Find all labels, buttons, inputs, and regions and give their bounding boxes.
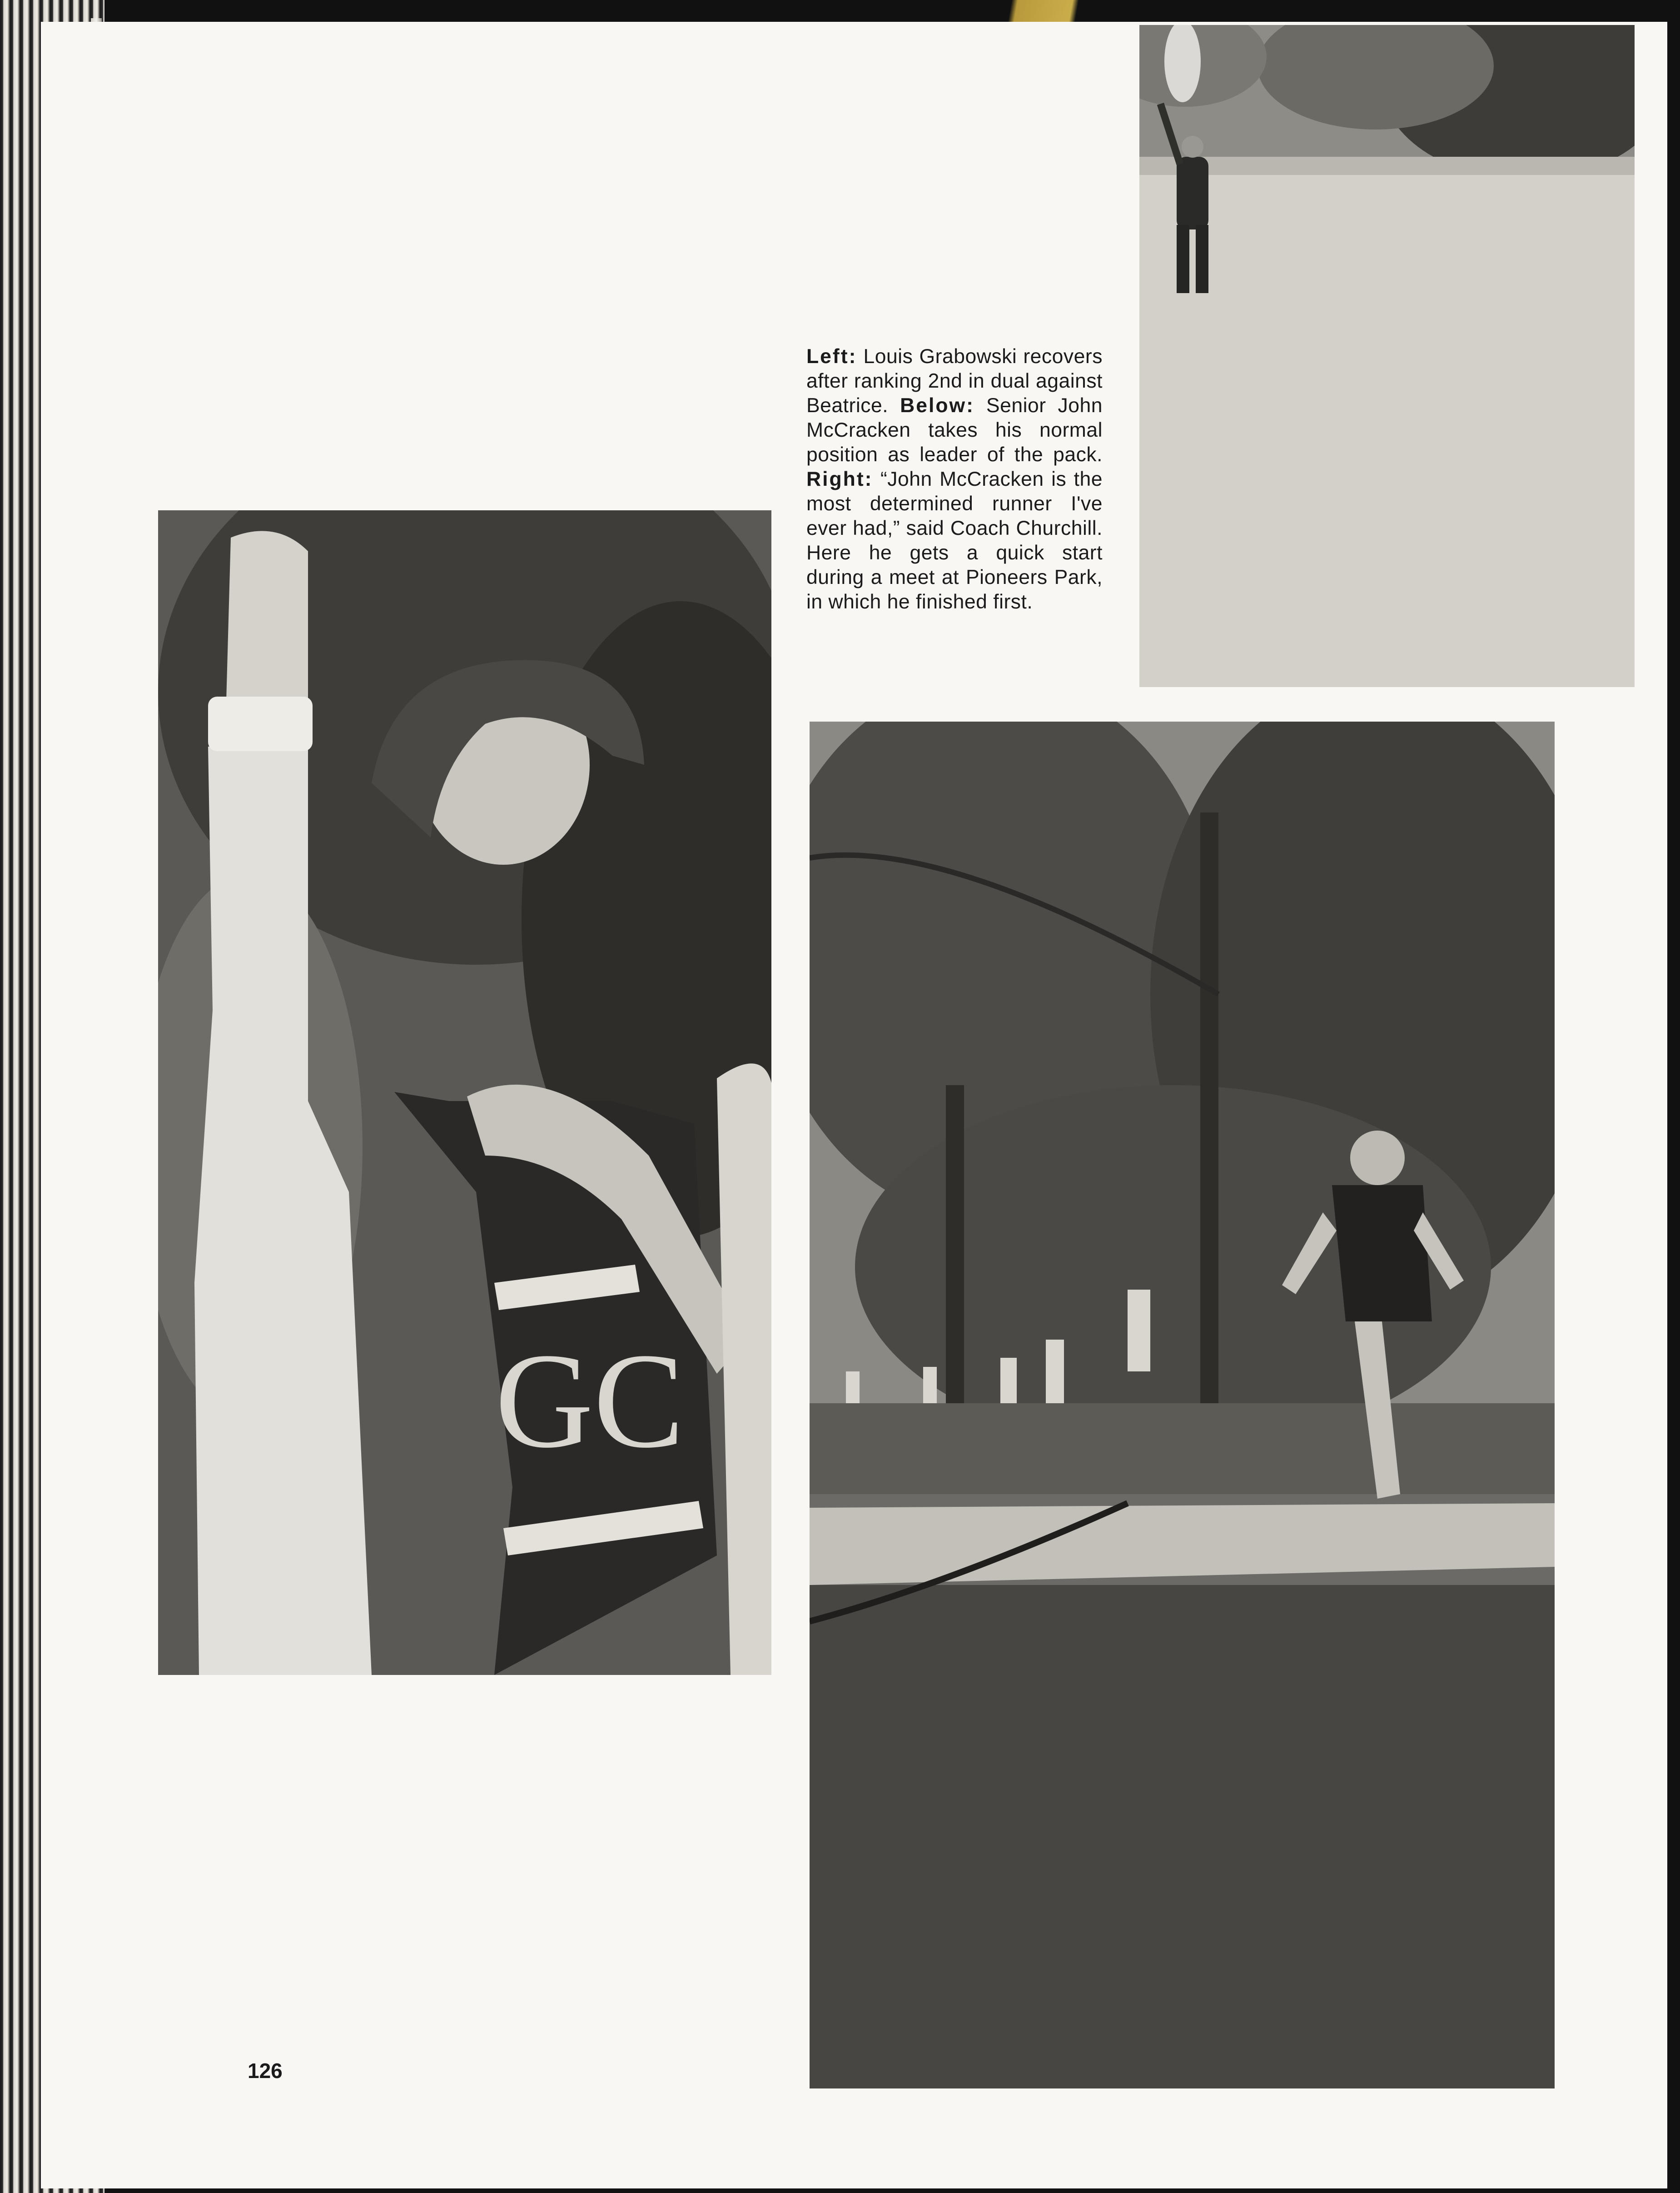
caption-left-label: Left:	[806, 345, 857, 368]
photo-caption	[806, 344, 1103, 614]
grabowski-photo	[158, 510, 771, 1675]
coach-start-photo	[1139, 25, 1635, 687]
caption-below-label: Below:	[900, 394, 974, 417]
caption-right-text: “John McCracken is the most determined runner I've ever had,” said Coach Churchill. Here he gets a quick start during a meet at Pioneers Park, in which he finished first.	[806, 468, 1103, 613]
page-number: 126	[248, 2059, 283, 2083]
caption-right-label: Right:	[806, 468, 873, 490]
gold-binding-tab	[981, 0, 1099, 22]
mccracken-photo	[810, 722, 1555, 2088]
caption-below-text: Senior John McCracken takes his normal position as leader of the pack.	[806, 394, 1103, 466]
caption-left-text: Louis Grabowski recovers after ranking 2nd in dual against Beatrice.	[806, 345, 1103, 417]
jersey-letters: GC	[495, 1325, 685, 1476]
